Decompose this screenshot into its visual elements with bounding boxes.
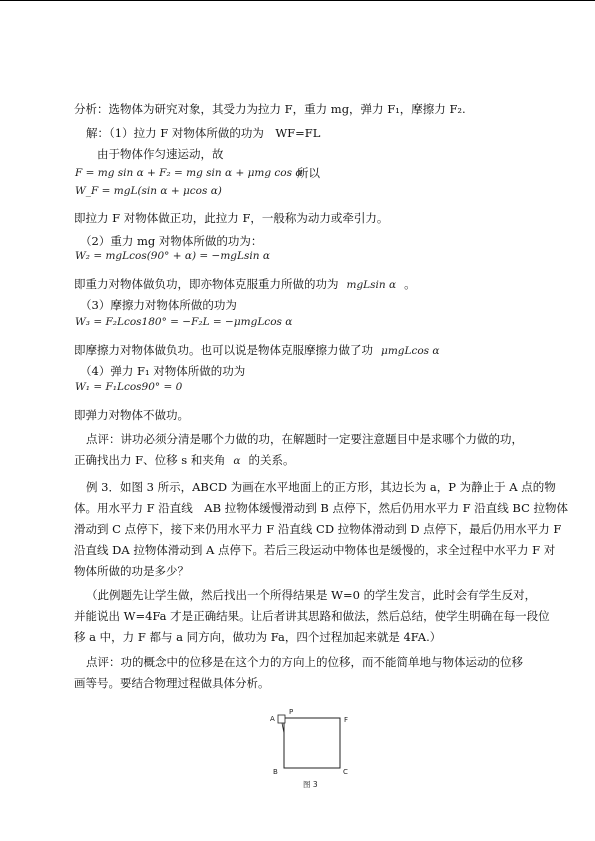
label-a: A	[270, 715, 275, 723]
label-f: F	[344, 716, 349, 724]
equation-work-gravity: W₂ = mgLcos(90° + α) = −mgLsin α	[75, 250, 270, 262]
figure-3-diagram	[264, 706, 364, 792]
figure-caption: 图 3	[303, 780, 318, 789]
therefore-word: 所以	[297, 166, 320, 180]
example-3-line-2: 体。用水平力 F 沿直线 AB 拉物体缓慢滑动到 B 点停下，然后仍用水平力 F 沿直线 BC 拉物体	[74, 501, 569, 515]
label-p: P	[289, 708, 294, 716]
discussion-line-3: 移 a 中，力 F 都与 a 同方向，做功为 Fa，四个过程加起来就是 4FA.）	[74, 630, 442, 644]
comment-1-line-2-end: 的关系。	[248, 453, 295, 467]
positive-work-line: 即拉力 F 对物体做正功，此拉力 F，一般称为动力或牵引力。	[74, 211, 389, 225]
label-c: C	[343, 768, 348, 776]
comment-1-line-2	[74, 453, 294, 468]
discussion-line-1: （此例题先让学生做，然后找出一个所得结果是 W=0 的学生发言，此时会有学生反对，	[86, 588, 537, 602]
gravity-negative-text: 即重力对物体做负功，即亦物体克服重力所做的功为	[74, 277, 339, 291]
example-3-line-1: 例 3．如图 3 所示，ABCD 为画在水平地面上的正方形，其边长为 a，P 为静止于 A 点的物	[86, 480, 556, 494]
equation-force-balance: F = mg sin α + F₂ = mg sin α + μmg cos α	[75, 167, 303, 179]
alpha-symbol: α	[233, 455, 241, 467]
friction-work-expression: μmgLcos α	[381, 345, 440, 357]
uniform-motion-line: 由于物体作匀速运动，故	[97, 147, 224, 161]
no-work-line: 即弹力对物体不做功。	[74, 408, 189, 422]
solution-step-1: 解：（1）拉力 F 对物体所做的功为 WF=FL	[86, 126, 321, 140]
gravity-line-end: 。	[404, 277, 416, 291]
example-3-line-3: 滑动到 C 点停下，接下来仍用水平力 F 沿直线 CD 拉物体滑动到 D 点停下，最后仍用水平力 F	[74, 522, 562, 536]
equation-work-friction: W₃ = F₂Lcos180° = −F₂L = −μmgLcos α	[75, 316, 293, 328]
gravity-negative-line	[74, 277, 416, 292]
comment-2-line-1: 点评：功的概念中的位移是在这个力的方向上的位移，而不能简单地与物体运动的位移	[86, 655, 523, 669]
comment-1-line-1: 点评：讲功必须分清是哪个力做的功，在解题时一定要注意题目中是求哪个力做的功，	[86, 432, 523, 446]
solution-step-4: （4）弹力 F₁ 对物体所做的功为	[80, 364, 246, 378]
label-b: B	[273, 768, 278, 776]
equation-work-f: W_F = mgL(sin α + μcos α)	[75, 185, 222, 197]
analysis-line: 分析：选物体为研究对象，其受力为拉力 F，重力 mg，弹力 F₁，摩擦力 F₂.	[74, 102, 466, 116]
solution-step-3: （3）摩擦力对物体所做的功为	[80, 298, 237, 312]
gravity-work-expression: mgLsin α	[346, 279, 397, 291]
friction-negative-text: 即摩擦力对物体做负功。也可以说是物体克服摩擦力做了功	[74, 343, 373, 357]
comment-1-line-2-text: 正确找出力 F、位移 s 和夹角	[74, 453, 226, 467]
discussion-line-2: 并能说出 W=4Fa 才是正确结果。让后者讲其思路和做法，然后总结，使学生明确在每一段位	[74, 609, 550, 623]
friction-negative-line	[74, 343, 440, 358]
page-top-rule	[0, 0, 595, 1]
equation-work-normal: W₁ = F₁Lcos90° = 0	[75, 381, 183, 393]
square-abcd	[284, 718, 340, 768]
example-3-line-5: 物体所做的功是多少？	[74, 564, 189, 578]
example-3-line-4: 沿直线 DA 拉物体滑动到 A 点停下。若后三段运动中物体也是缓慢的，求全过程中水平力 F 对	[74, 543, 556, 557]
solution-step-2: （2）重力 mg 对物体所做的功为：	[80, 234, 263, 248]
object-p	[278, 715, 285, 723]
comment-2-line-2: 画等号。要结合物理过程做具体分析。	[74, 676, 270, 690]
